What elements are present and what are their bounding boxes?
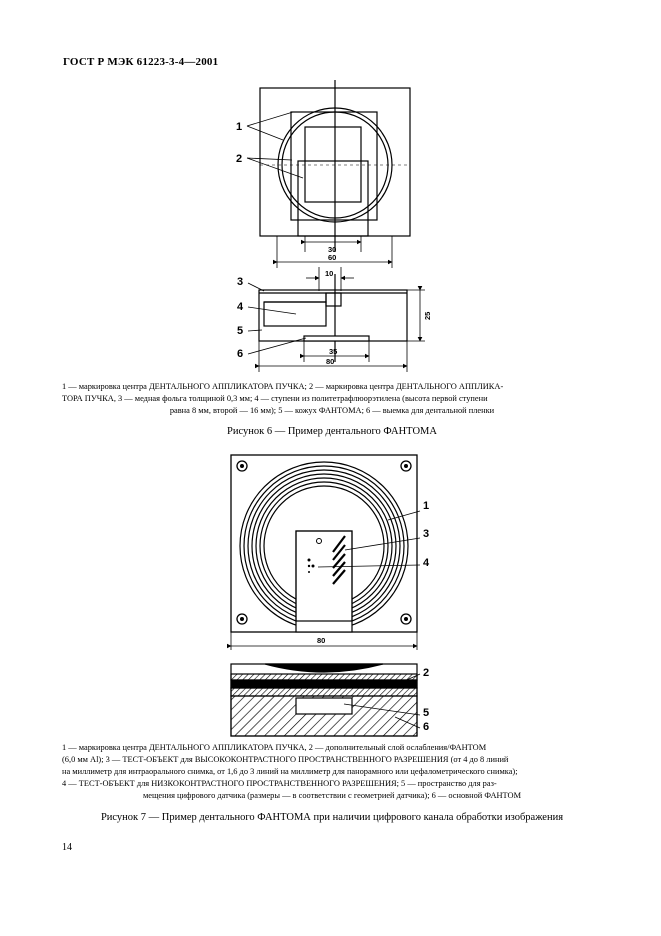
page-number: 14 — [62, 842, 72, 853]
fig7-label-5: 5 — [423, 707, 430, 719]
fig7-legend-line-5: мещения цифрового датчика (размеры — в соответствии с геометрией датчика); 6 — основной ФАНТОМ — [142, 791, 522, 800]
fig6-legend-line-2: ТОРА ПУЧКА, 3 — медная фольга толщиной 0,3 мм; 4 — ступени из политетрафлюорэтилена (высота первой ступени — [62, 394, 488, 403]
fig7-label-6: 6 — [423, 721, 430, 733]
fig6-top-view — [260, 80, 410, 268]
fig6-label-5: 5 — [237, 325, 244, 337]
fig6-label-2: 2 — [236, 153, 243, 165]
dim-30: 30 — [328, 245, 337, 254]
fig7-label-4: 4 — [423, 557, 430, 569]
dim-80-fig7: 80 — [317, 636, 326, 645]
fig6-side-dimensions — [259, 278, 420, 366]
fig7-caption: Рисунок 7 — Пример дентального ФАНТОМА при наличии цифрового канала обработки изображения — [100, 812, 564, 823]
fig7-label-1: 1 — [423, 500, 430, 512]
fig7-label-2: 2 — [423, 667, 430, 679]
fig6-label-3: 3 — [237, 276, 244, 288]
fig6-legend — [62, 381, 602, 417]
dim-60: 60 — [328, 253, 337, 262]
fig7-side-view — [231, 664, 417, 736]
fig6-legend-line-3: равна 8 мм, второй — 16 мм); 5 — кожух ФАНТОМА; 6 — выемка для дентальной пленки — [169, 406, 495, 415]
dim-35: 35 — [329, 347, 338, 356]
fig6-label-1: 1 — [236, 121, 243, 133]
dim-80: 80 — [326, 357, 335, 366]
fig7-top-view — [231, 455, 417, 632]
fig7-label-3: 3 — [423, 528, 430, 540]
fig6-legend-line-1: 1 — маркировка центра ДЕНТАЛЬНОГО АППЛИКАТОРА ПУЧКА; 2 — маркировка центра ДЕНТАЛЬНОГО АППЛИКА- — [62, 382, 504, 391]
dim-10: 10 — [325, 269, 334, 278]
dim-25: 25 — [423, 311, 432, 320]
fig7-legend-line-3: на миллиметр для интраорального снимка, от 1,6 до 3 линий на миллиметр для панорамного или цефалометрического снимка); — [62, 767, 518, 776]
fig6-caption: Рисунок 6 — Пример дентального ФАНТОМА — [227, 426, 437, 437]
fig6-label-6: 6 — [237, 348, 244, 360]
fig7-legend-line-2: (6,0 мм Al); 3 — ТЕСТ-ОБЪЕКТ для ВЫСОКОКОНТРАСТНОГО ПРОСТРАНСТВЕННОГО РАЗРЕШЕНИЯ (от 4 до 8 линий — [62, 755, 509, 764]
document-header: ГОСТ Р МЭК 61223-3-4—2001 — [63, 56, 219, 68]
fig7-legend-line-1: 1 — маркировка центра ДЕНТАЛЬНОГО АППЛИКАТОРА ПУЧКА, 2 — дополнительный слой ослабления/ФАНТОМ — [62, 743, 487, 752]
fig7-legend-line-4: 4 — ТЕСТ-ОБЪЕКТ для НИЗКОКОНТРАСТНОГО ПРОСТРАНСТВЕННОГО РАЗРЕШЕНИЯ; 5 — пространство для раз- — [62, 779, 497, 788]
fig7-legend — [62, 742, 602, 802]
fig6-label-4: 4 — [237, 301, 244, 313]
